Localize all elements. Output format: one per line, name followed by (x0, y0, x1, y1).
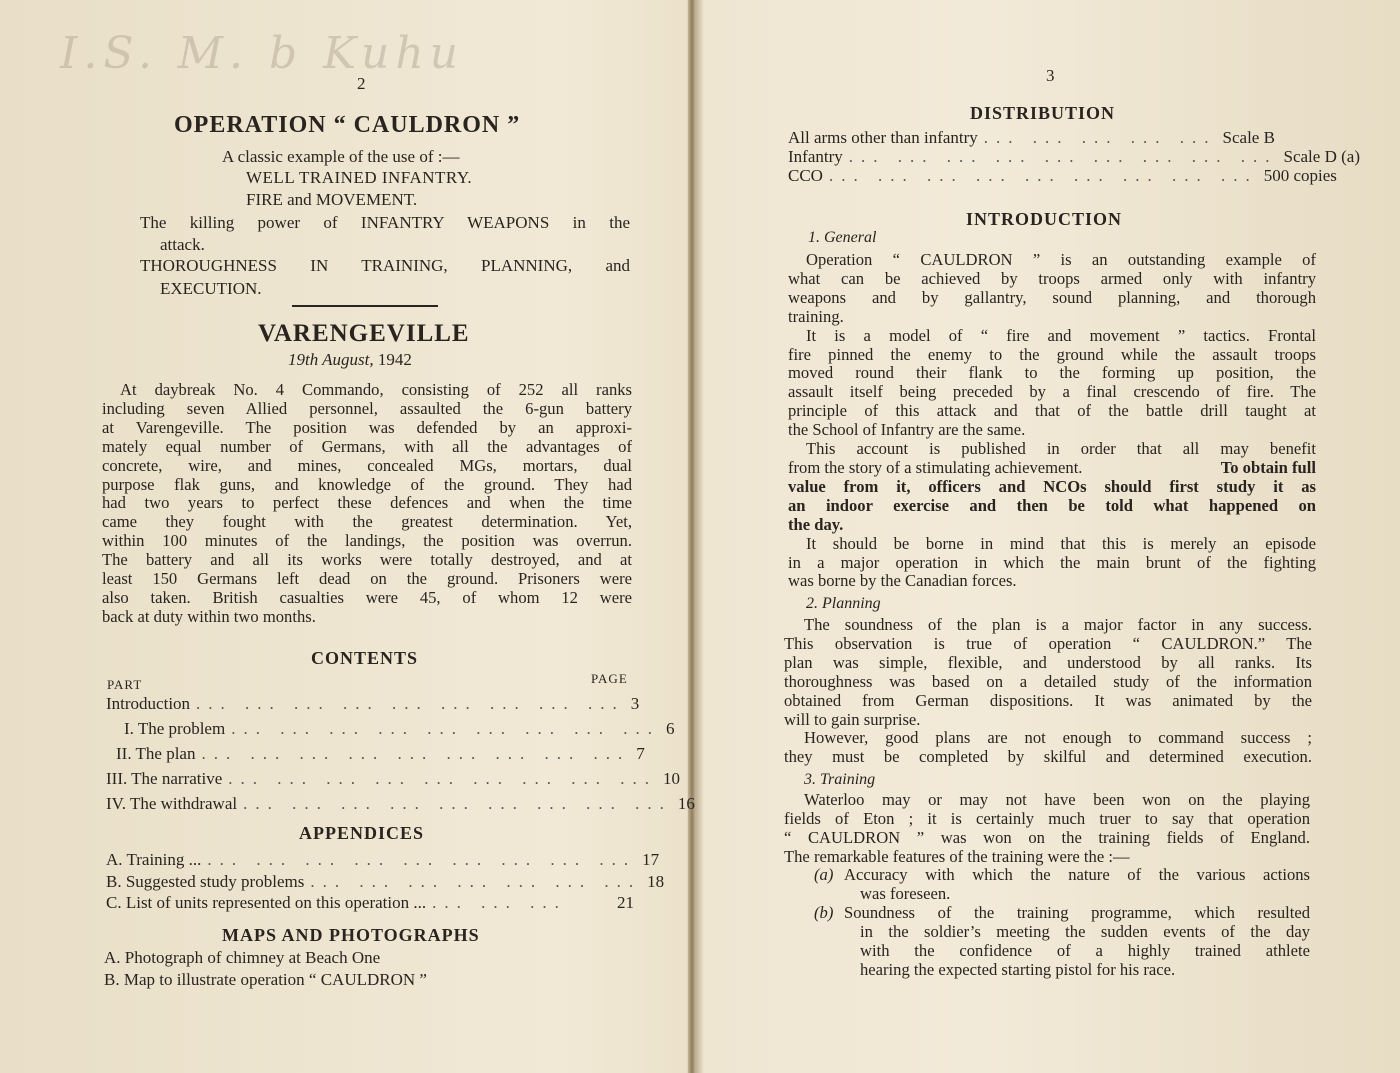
text-line: will to gain surprise. (784, 709, 921, 729)
general-paragraph (788, 251, 1316, 591)
toc-row[interactable] (106, 794, 695, 814)
text-line: least 150 Germans left dead on the ground. Prisoners were (102, 569, 632, 589)
training-paragraph (784, 791, 1310, 867)
leader-dots: ... ... ... (432, 893, 567, 912)
list-marker: (a) (814, 865, 834, 884)
text-line: assault itself being preceded by a final crescendo of fire. The (788, 382, 1316, 402)
intro-line: THOROUGHNESS IN TRAINING, PLANNING, and (140, 256, 630, 275)
list-item (814, 866, 1310, 904)
section-heading-text: 2. Planning (806, 595, 881, 612)
text-line: back at duty within two months. (102, 606, 316, 626)
appendix-page: 18 (647, 872, 665, 891)
text-line: weapons and by gallantry, sound planning, and thorough (788, 287, 1316, 307)
text-line: moved round their flank to the forming up position, the (788, 363, 1316, 383)
intro-line: attack. (160, 235, 205, 254)
text-line: in the soldier’s meeting the sudden events of the day (860, 921, 1310, 941)
date-year: 1942 (377, 350, 412, 369)
appendix-row[interactable] (106, 872, 665, 892)
text-line: also taken. British casualties were 45, of whom 12 were (102, 587, 632, 607)
toc-label: II. The plan (116, 744, 196, 763)
distribution-row (788, 128, 1318, 148)
text-line: within 100 minutes of the landings, the position was overrun. (102, 531, 632, 551)
leader-dots: ... ... ... ... ... ... ... (310, 872, 642, 891)
appendices-heading: APPENDICES (299, 823, 425, 843)
contents-heading: CONTENTS (311, 648, 419, 668)
planning-paragraph (784, 616, 1312, 767)
toc-label: Introduction (106, 694, 191, 713)
section-heading-general (808, 229, 876, 247)
list-marker: (b) (814, 903, 834, 922)
text-line (814, 904, 1310, 923)
introduction-heading: INTRODUCTION (966, 209, 1123, 229)
bold-text: To obtain full (1220, 457, 1316, 477)
distribution-label: Infantry (788, 147, 843, 166)
text-line: including seven Allied personnel, assaulted the 6-gun battery (102, 398, 632, 418)
bold-text: an indoor exercise and then be told what happened on (788, 495, 1316, 515)
distribution-label: CCO (788, 166, 823, 185)
leader-dots: ... ... ... ... ... ... ... ... ... (243, 794, 672, 813)
leader-dots: ... ... ... ... ... ... ... ... ... (848, 147, 1278, 166)
appendix-row[interactable] (106, 850, 660, 870)
text-line: they must be completed by skilful and determined execution. (784, 747, 1312, 767)
date-day: 19th August, (288, 350, 374, 369)
leader-dots: ... ... ... ... ... (983, 128, 1217, 147)
document-title: OPERATION “ CAULDRON ” (174, 112, 521, 138)
leader-dots: ... ... ... ... ... ... ... ... ... (201, 744, 631, 763)
section-heading-text: 3. Training (804, 771, 876, 788)
text-line: mately equal number of Germans, with all the advantages of (102, 436, 632, 456)
text-line: hearing the expected starting pistol for his race. (860, 959, 1176, 979)
section-heading-planning (806, 595, 881, 613)
intro-line: EXECUTION. (160, 279, 262, 298)
left-page (0, 0, 695, 1073)
distribution-heading: DISTRIBUTION (970, 103, 1116, 123)
leader-dots: ... ... ... ... ... ... ... ... ... (207, 850, 637, 869)
place-heading: VARENGEVILLE (258, 320, 470, 347)
distribution-label: All arms other than infantry (788, 128, 978, 147)
text-line: This observation is true of operation “ CAULDRON.” The (784, 633, 1312, 653)
page-number: 3 (1046, 66, 1055, 85)
map-item[interactable]: B. Map to illustrate operation “ CAULDRON ” (104, 970, 427, 989)
intro-line: A classic example of the use of :— (222, 147, 460, 166)
appendix-row[interactable] (106, 893, 634, 913)
appendix-label: B. Suggested study problems (106, 872, 305, 891)
leader-dots: ... ... ... ... ... ... ... ... ... (228, 769, 658, 788)
leader-dots: ... ... ... ... ... ... ... ... ... (196, 694, 625, 713)
text-line: The remarkable features of the training were the :— (784, 846, 1130, 866)
toc-row[interactable] (106, 744, 645, 764)
map-item[interactable]: A. Photograph of chimney at Beach One (104, 948, 381, 967)
toc-row[interactable] (106, 719, 675, 739)
text-line: At daybreak No. 4 Commando, consisting of 252 all ranks (120, 380, 632, 399)
text-line: had two years to perfect these defences and when the time (102, 493, 632, 513)
text-line: It should be borne in mind that this is merely an episode (806, 533, 1316, 553)
text-line (788, 459, 1316, 478)
appendix-page: 21 (617, 893, 634, 912)
toc-label: I. The problem (124, 719, 226, 738)
text-line: what can be achieved by troops armed only with infantry (788, 268, 1316, 288)
text-line: fields of Eton ; it is certainly much truer to say that operation (784, 808, 1310, 828)
text-line: the School of Infantry are the same. (788, 420, 1026, 440)
text-line: plan was simple, flexible, and understood by all ranks. Its (784, 652, 1312, 672)
text-line: thoroughness was based on a detailed study of the information (784, 671, 1312, 691)
page-number: 2 (357, 74, 366, 93)
toc-row[interactable] (106, 694, 640, 714)
text-line: in a major operation in which the main brunt of the fighting (788, 552, 1316, 572)
text-line: came they fought with the greatest determination. Yet, (102, 512, 632, 532)
list-item (814, 904, 1310, 980)
text-line: with the confidence of a highly trained athlete (860, 940, 1310, 960)
toc-row[interactable] (106, 769, 681, 789)
distribution-value: Scale D (a) (1283, 147, 1360, 166)
appendix-label: C. List of units represented on this operation ... (106, 893, 427, 912)
text-line: “ CAULDRON ” was won on the training fields of England. (784, 827, 1310, 847)
maps-heading: MAPS AND PHOTOGRAPHS (222, 925, 480, 945)
text-fragment: Accuracy with which the nature of the various actions (844, 865, 1310, 884)
text-line: at Varengeville. The position was defended by an approxi- (102, 417, 632, 437)
intro-line: The killing power of INFANTRY WEAPONS in the (140, 213, 630, 232)
toc-label: IV. The withdrawal (106, 794, 238, 813)
toc-page: 6 (665, 719, 675, 738)
text-fragment: Soundness of the training programme, which resulted (844, 903, 1310, 922)
text-line: training. (788, 306, 844, 326)
text-line: The battery and all its works were totally destroyed, and at (102, 550, 632, 570)
bold-text: value from it, officers and NCOs should first study it as (788, 476, 1316, 496)
leader-dots: ... ... ... ... ... ... ... ... ... (828, 166, 1258, 185)
text-line: obtained from German dispositions. It was animated by the (784, 690, 1312, 710)
text-line (814, 866, 1310, 885)
text-line: However, good plans are not enough to command success ; (804, 728, 1312, 748)
handwritten-signature: I.S. M. b Kuhu (60, 28, 465, 79)
text-line: Waterloo may or may not have been won on the playing (804, 790, 1310, 809)
toc-page: 10 (663, 769, 681, 788)
distribution-row (788, 166, 1337, 186)
appendix-page: 17 (642, 850, 660, 869)
date-line (288, 350, 412, 370)
page-label: PAGE (591, 671, 628, 686)
appendix-label: A. Training ... (106, 850, 202, 869)
text-line: was foreseen. (860, 883, 951, 903)
toc-page: 3 (630, 694, 640, 713)
intro-line: WELL TRAINED INFANTRY. (246, 168, 473, 187)
leader-dots: ... ... ... ... ... ... ... ... ... (231, 719, 660, 738)
distribution-value: 500 copies (1263, 166, 1337, 185)
narrative-paragraph (102, 381, 632, 627)
toc-page: 7 (636, 744, 645, 763)
text-fragment: from the story of a stimulating achievement. (788, 457, 1083, 477)
text-line: This account is published in order that all may benefit (806, 439, 1316, 459)
part-label: PART (107, 677, 143, 692)
text-line: purpose flak guns, and knowledge of the ground. They had (102, 474, 632, 494)
text-line: It is a model of “ fire and movement ” tactics. Frontal (806, 325, 1316, 345)
distribution-value: Scale B (1222, 128, 1275, 147)
distribution-row (788, 147, 1360, 167)
text-line: Operation “ CAULDRON ” is an outstanding example of (806, 250, 1316, 269)
bold-text: the day. (788, 514, 844, 534)
intro-line: FIRE and MOVEMENT. (246, 190, 418, 209)
section-heading-text: 1. General (808, 229, 877, 246)
toc-label: III. The narrative (106, 769, 223, 788)
text-line: principle of this attack and that of the battle drill taught at (788, 401, 1316, 421)
text-line: was borne by the Canadian forces. (788, 571, 1017, 591)
toc-page: 16 (677, 794, 695, 813)
text-line: concrete, wire, and mines, concealed MGs, mortars, dual (102, 455, 632, 475)
text-line: fire pinned the enemy to the ground while the assault troops (788, 344, 1316, 364)
section-heading-training (804, 771, 875, 789)
divider (292, 305, 438, 307)
text-line: The soundness of the plan is a major factor in any success. (804, 615, 1312, 634)
